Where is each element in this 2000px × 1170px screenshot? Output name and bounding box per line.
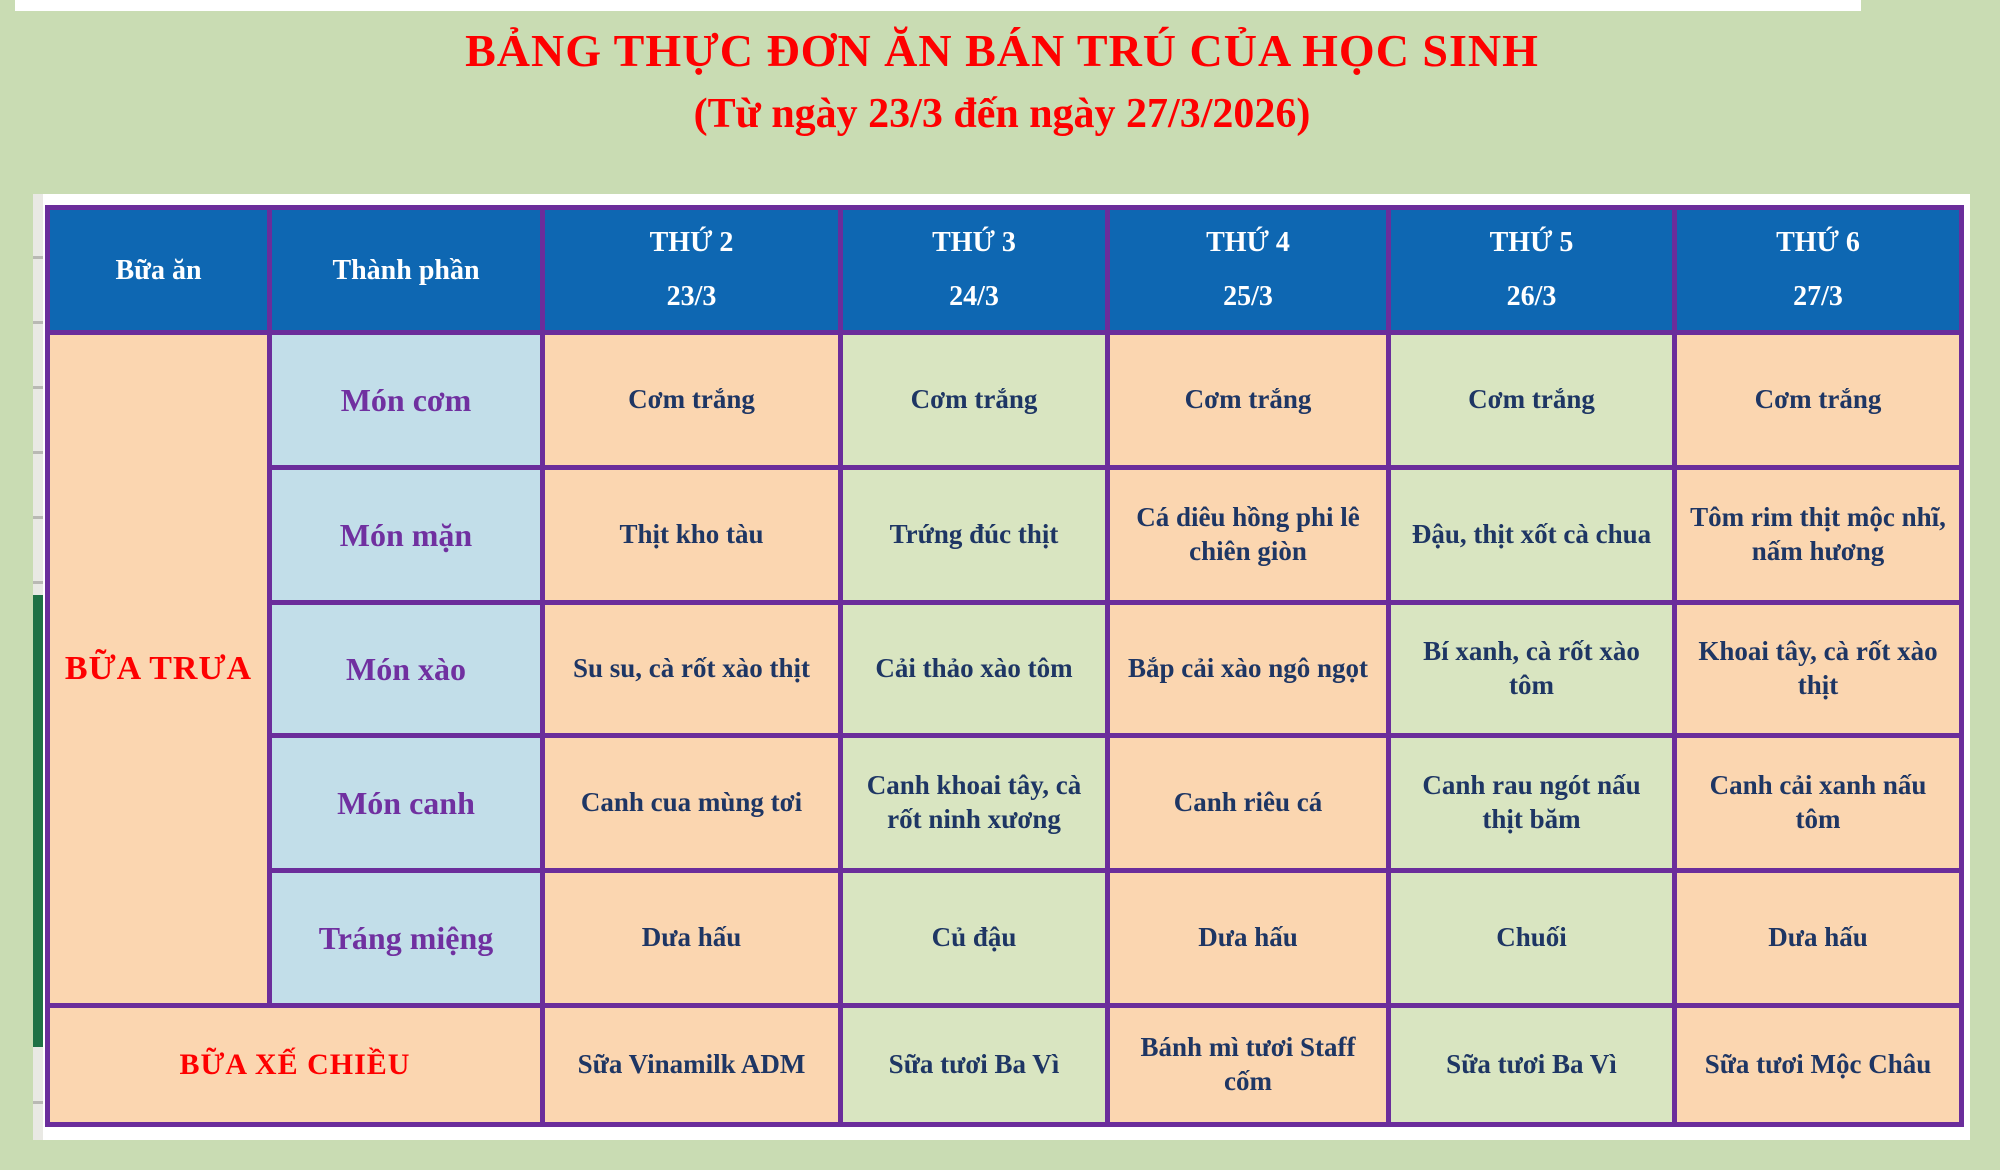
menu-cell: Cá diêu hồng phi lê chiên giòn: [1110, 470, 1386, 600]
header-day-wednesday: [1110, 210, 1386, 330]
header-component: Thành phần: [272, 210, 540, 330]
menu-cell: Dưa hấu: [1677, 873, 1959, 1003]
day-label: THỨ 6: [1776, 227, 1860, 258]
row-label-mon-com: Món cơm: [272, 335, 540, 465]
menu-table: [45, 205, 1964, 1127]
menu-cell: Cải thảo xào tôm: [843, 605, 1105, 733]
header-day-tuesday: [843, 210, 1105, 330]
menu-cell: Sữa tươi Ba Vì: [1391, 1008, 1672, 1122]
menu-cell: Chuối: [1391, 873, 1672, 1003]
menu-cell: Su su, cà rốt xào thịt: [545, 605, 838, 733]
menu-cell: Canh khoai tây, cà rốt ninh xương: [843, 738, 1105, 868]
menu-cell: Đậu, thịt xốt cà chua: [1391, 470, 1672, 600]
menu-cell: Cơm trắng: [1391, 335, 1672, 465]
header-day-friday: [1677, 210, 1959, 330]
menu-cell: Canh cải xanh nấu tôm: [1677, 738, 1959, 868]
menu-cell: Củ đậu: [843, 873, 1105, 1003]
afternoon-section-label: BỮA XẾ CHIỀU: [50, 1008, 540, 1122]
day-date: 26/3: [1506, 281, 1557, 312]
row-label-mon-xao: Món xào: [272, 605, 540, 733]
menu-cell: Canh cua mùng tơi: [545, 738, 838, 868]
gutter-green-bar: [33, 595, 43, 1047]
day-date: 27/3: [1793, 281, 1843, 312]
page-title: BẢNG THỰC ĐƠN ĂN BÁN TRÚ CỦA HỌC SINH: [465, 25, 1539, 76]
menu-cell: Bắp cải xào ngô ngọt: [1110, 605, 1386, 733]
day-label: THỨ 2: [649, 227, 734, 258]
menu-cell: Cơm trắng: [1110, 335, 1386, 465]
menu-cell: Cơm trắng: [843, 335, 1105, 465]
top-white-strip: [15, 0, 1861, 11]
day-date: 24/3: [949, 281, 999, 312]
menu-cell: Dưa hấu: [545, 873, 838, 1003]
menu-cell: Tôm rim thịt mộc nhĩ, nấm hương: [1677, 470, 1959, 600]
day-date: 25/3: [1223, 281, 1273, 312]
row-label-mon-man: Món mặn: [272, 470, 540, 600]
day-date: 23/3: [666, 281, 717, 312]
day-label: THỨ 4: [1206, 227, 1290, 258]
page-subtitle: (Từ ngày 23/3 đến ngày 27/3/2026): [693, 91, 1311, 137]
row-label-trang-mieng: Tráng miệng: [272, 873, 540, 1003]
lunch-section-label: BỮA TRƯA: [50, 335, 267, 1003]
menu-cell: Khoai tây, cà rốt xào thịt: [1677, 605, 1959, 733]
header-day-monday: [545, 210, 838, 330]
menu-cell: Sữa Vinamilk ADM: [545, 1008, 838, 1122]
menu-cell: Trứng đúc thịt: [843, 470, 1105, 600]
menu-cell: Bí xanh, cà rốt xào tôm: [1391, 605, 1672, 733]
menu-cell: Canh rau ngót nấu thịt băm: [1391, 738, 1672, 868]
day-label: THỨ 5: [1489, 227, 1574, 258]
day-label: THỨ 3: [932, 227, 1016, 258]
header-day-thursday: [1391, 210, 1672, 330]
row-label-mon-canh: Món canh: [272, 738, 540, 868]
menu-cell: Cơm trắng: [1677, 335, 1959, 465]
menu-cell: Cơm trắng: [545, 335, 838, 465]
menu-cell: Sữa tươi Mộc Châu: [1677, 1008, 1959, 1122]
menu-cell: Canh riêu cá: [1110, 738, 1386, 868]
header-meal: Bữa ăn: [50, 210, 267, 330]
menu-cell: Bánh mì tươi Staff cốm: [1110, 1008, 1386, 1122]
menu-cell: Dưa hấu: [1110, 873, 1386, 1003]
menu-cell: Thịt kho tàu: [545, 470, 838, 600]
menu-cell: Sữa tươi Ba Vì: [843, 1008, 1105, 1122]
